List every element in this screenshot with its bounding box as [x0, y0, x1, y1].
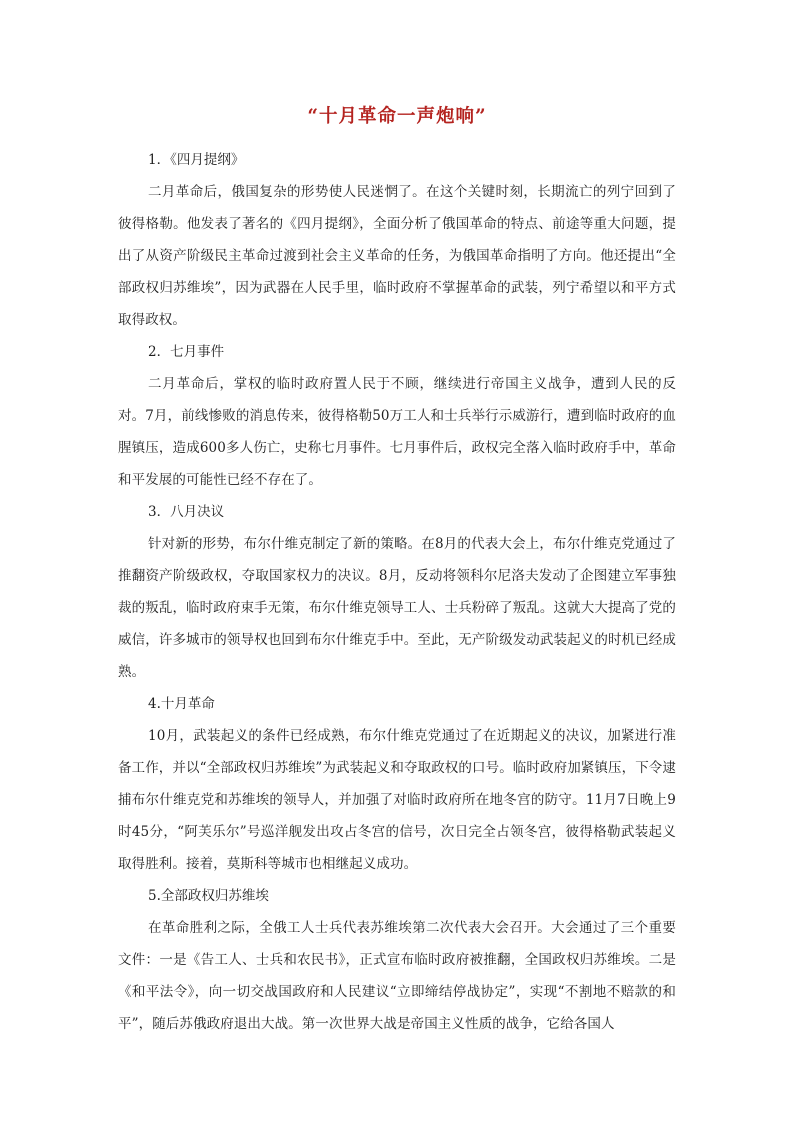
section-paragraph: 二月革命后，俄国复杂的形势使人民迷惘了。在这个关键时刻，长期流亡的列宁回到了彼得格勒。他发表了著名的《四月提纲》，全面分析了俄国革命的特点、前途等重大问题，提出了从资产阶级民主革命过渡到社会主义革命的任务，为俄国革命指明了方向。他还提出“全部政权归苏维埃”，因为武器在人民手里，临时政府不掌握革命的武装，列宁希望以和平方式取得政权。 — [118, 184, 676, 328]
section-all-power-to-soviets — [118, 880, 676, 1040]
section-august-resolution — [118, 496, 676, 688]
document-title: “十月革命一声炮响” — [307, 106, 487, 127]
section-paragraph: 10月，武装起义的条件已经成熟，布尔什维克党通过了在近期起义的决议，加紧进行准备工作，并以“全部政权归苏维埃”为武装起义和夺取政权的口号。临时政府加紧镇压，下令逮捕布尔什维克党和苏维埃的领导人，并加强了对临时政府所在地冬宫的防守。11月7日晚上9时45分，“阿芙乐尔”号巡洋舰发出攻占冬宫的信号，次日完全占领冬宫，彼得格勒武装起义取得胜利。接着，莫斯科等城市也相继起义成功。 — [118, 728, 677, 872]
section-heading: 3．八月决议 — [148, 504, 225, 520]
section-october-revolution — [118, 688, 676, 880]
section-heading: 2．七月事件 — [148, 344, 225, 360]
section-april-theses — [118, 144, 676, 336]
section-heading: 5.全部政权归苏维埃 — [148, 888, 269, 904]
section-paragraph: 在革命胜利之际，全俄工人士兵代表苏维埃第二次代表大会召开。大会通过了三个重要文件：一是《告工人、士兵和农民书》，正式宣布临时政府被推翻，全国政权归苏维埃。二是《和平法令》，向一切交战国政府和人民建议“立即缔结停战协定”，实现“不割地不赔款的和平”，随后苏俄政府退出大战。第一次世界大战是帝国主义性质的战争，它给各国人 — [118, 920, 676, 1032]
section-paragraph: 针对新的形势，布尔什维克制定了新的策略。在8月的代表大会上，布尔什维克党通过了推翻资产阶级政权，夺取国家权力的决议。8月，反动将领科尔尼洛夫发动了企图建立军事独裁的叛乱，临时政府束手无策，布尔什维克领导工人、士兵粉碎了叛乱。这就大大提高了党的威信，许多城市的领导权也回到布尔什维克手中。至此，无产阶级发动武装起义的时机已经成熟。 — [118, 536, 676, 680]
section-heading: 1．《四月提纲》 — [148, 152, 245, 168]
section-paragraph: 二月革命后，掌权的临时政府置人民于不顾，继续进行帝国主义战争，遭到人民的反对。7月，前线惨败的消息传来，彼得格勒50万工人和士兵举行示威游行，遭到临时政府的血腥镇压，造成600多人伤亡，史称七月事件。七月事件后，政权完全落入临时政府手中，革命和平发展的可能性已经不存在了。 — [118, 376, 676, 488]
section-july-days — [118, 336, 676, 496]
section-heading: 4.十月革命 — [148, 696, 215, 712]
